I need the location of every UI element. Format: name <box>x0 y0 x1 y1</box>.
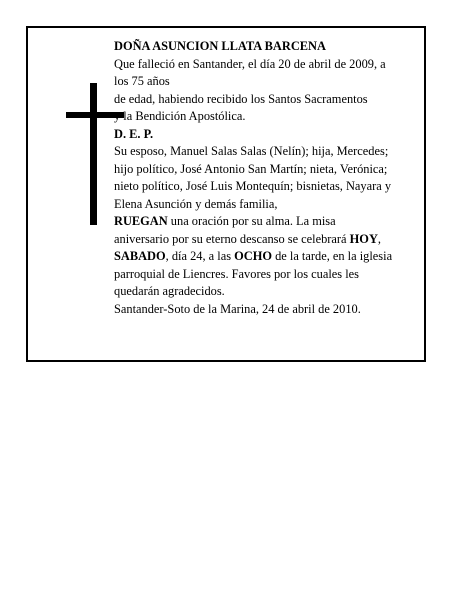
ocho-word: OCHO <box>234 249 272 263</box>
request-line-2-start: aniversario por su eterno descanso se celebrará <box>114 231 350 246</box>
request-line-4: parroquial de Liencres. Favores por los cuales les <box>114 266 359 281</box>
request-line-1-rest: una oración por su alma. La misa <box>167 214 336 228</box>
family-line-3: nieto político, José Luis Montequín; bisnietas, Nayara y <box>114 179 392 193</box>
request-line-2-end: , <box>377 231 382 246</box>
request-line-5: quedarán agradecidos. <box>114 284 225 298</box>
notice-text <box>114 38 420 318</box>
dep-label: D. E. P. <box>114 126 154 141</box>
request-line-2 <box>114 231 420 249</box>
request-line-3-mid: , día 24, a las <box>165 249 235 263</box>
request-line-3 <box>114 248 420 266</box>
death-line-3: de edad, habiendo recibido los Santos Sacramentos <box>114 91 368 106</box>
request-line-1 <box>114 213 420 231</box>
death-line-4: y la Bendición Apostólica. <box>114 109 246 123</box>
death-line-2: los 75 años <box>114 74 170 88</box>
family-line-4: Elena Asunción y demás familia, <box>114 196 278 211</box>
family-line-1: Su esposo, Manuel Salas Salas (Nelín); hija, Mercedes; <box>114 144 389 158</box>
deceased-name: DOÑA ASUNCION LLATA BARCENA <box>114 39 326 53</box>
death-line-1: Que falleció en Santander, el día 20 de abril de 2009, a <box>114 56 386 71</box>
ruegan-word: RUEGAN <box>114 214 168 228</box>
sabado-word: SABADO <box>114 249 166 263</box>
request-line-3-end: de la tarde, en la iglesia <box>272 249 393 263</box>
cross-icon <box>90 83 97 225</box>
closing-line: Santander-Soto de la Marina, 24 de abril de 2010. <box>114 301 361 316</box>
hoy-word: HOY <box>349 231 378 246</box>
family-line-2: hijo político, José Antonio San Martín; nieta, Verónica; <box>114 161 388 176</box>
